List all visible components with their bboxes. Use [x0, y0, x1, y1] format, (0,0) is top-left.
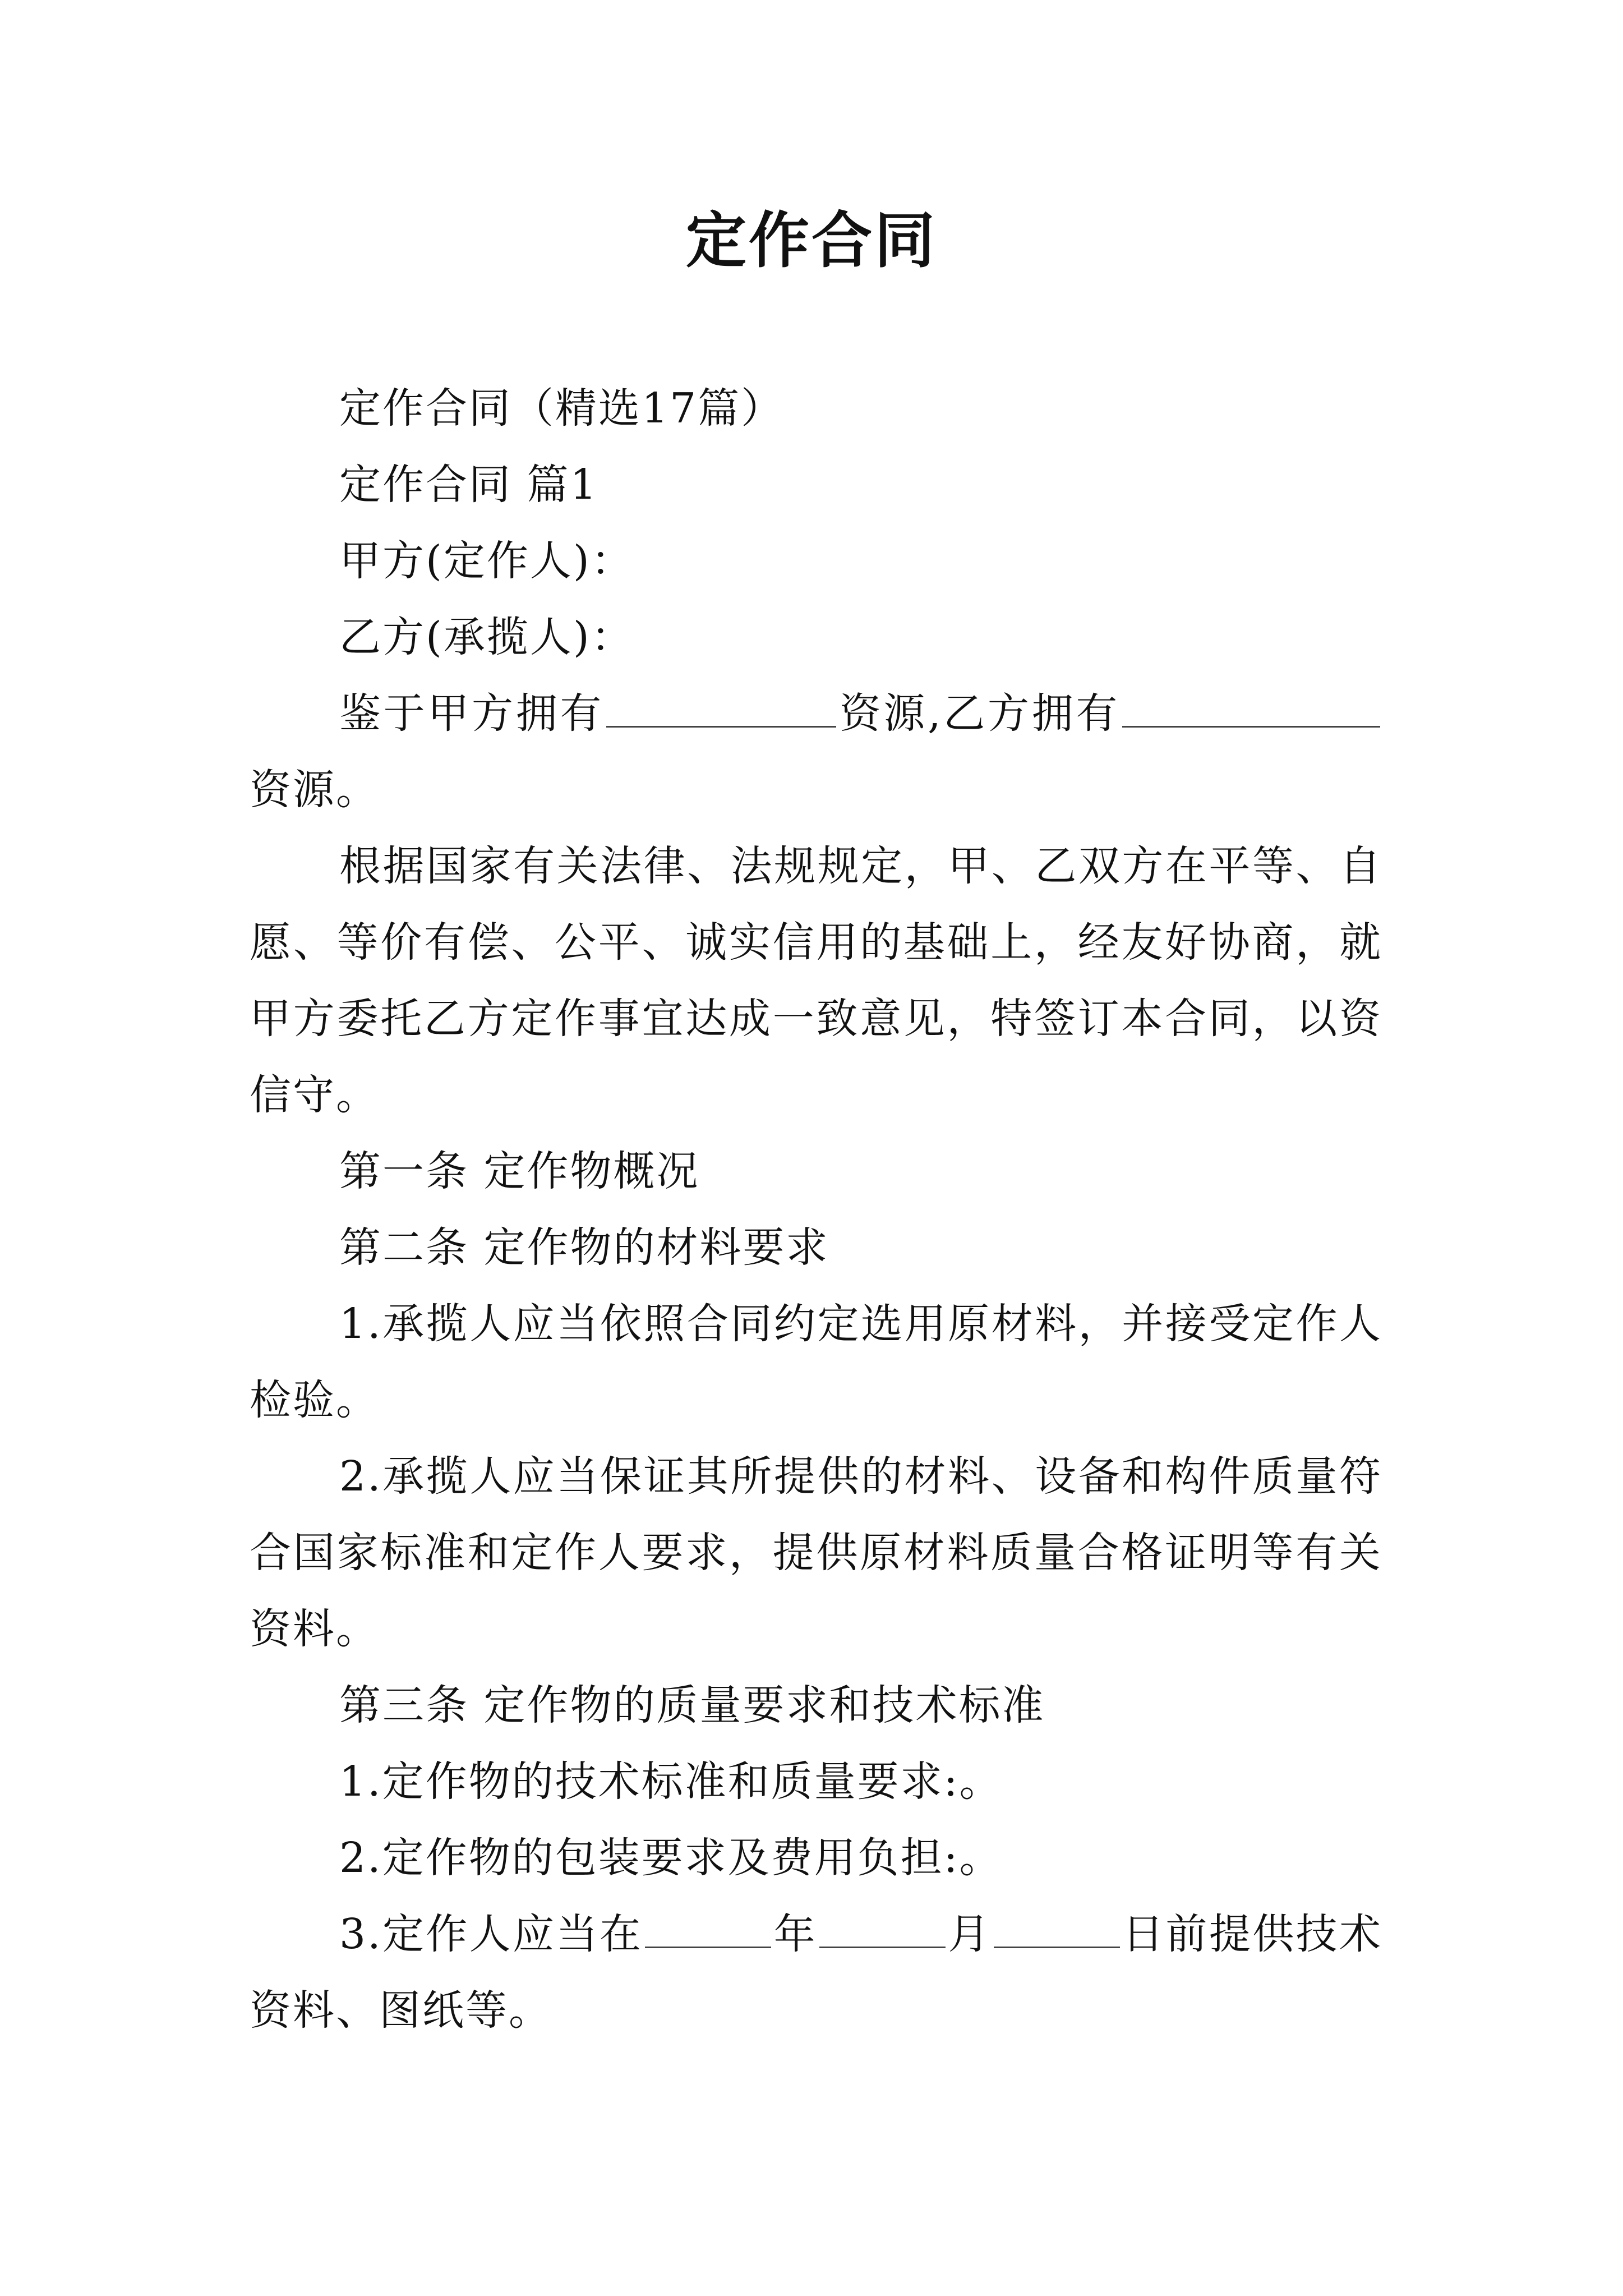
article-3-item-3 [250, 1896, 1382, 2049]
year-label: 年 [773, 1910, 817, 1958]
page-title: 定作合同 [685, 206, 937, 276]
article-2-item-1: 1.承揽人应当依照合同约定选用原材料，并接受定作人检验。 [250, 1300, 1382, 1424]
resource-a-blank [606, 681, 836, 728]
subtitle: 定作合同（精选17篇） [339, 384, 785, 432]
section-heading: 定作合同 篇1 [339, 461, 598, 509]
article-2-title: 第二条 定作物的材料要求 [339, 1223, 829, 1272]
party-a-line: 甲方(定作人)： [339, 537, 634, 585]
deadline-text-1: 3.定作人应当在 [339, 1910, 643, 1958]
preamble-paragraph: 根据国家有关法律、法规规定，甲、乙双方在平等、自愿、等价有偿、公平、诚实信用的基础上，经友好协商，就甲方委托乙方定作事宜达成一致意见，特签订本合同，以资信守。 [250, 842, 1382, 1119]
month-label: 月 [948, 1910, 992, 1958]
article-1-title: 第一条 定作物概况 [339, 1147, 700, 1195]
whereas-text-2: 资源,乙方拥有 [838, 689, 1120, 738]
whereas-paragraph [250, 675, 1382, 828]
whereas-text-1: 鉴于甲方拥有 [339, 689, 605, 738]
article-3-item-2: 2.定作物的包装要求及费用负担:。 [339, 1834, 1003, 1882]
deadline-text-2: 日前提供技术资料、图纸等。 [250, 1910, 1383, 2035]
resource-b-blank [1122, 681, 1380, 728]
day-blank [994, 1902, 1120, 1948]
document-body [250, 370, 1382, 2049]
article-3-title: 第三条 定作物的质量要求和技术标准 [339, 1681, 1045, 1729]
year-blank [645, 1902, 771, 1948]
whereas-text-3: 资源。 [250, 766, 379, 814]
article-3-item-1: 1.定作物的技术标准和质量要求:。 [339, 1757, 1003, 1806]
party-b-line: 乙方(承揽人)： [339, 613, 634, 661]
month-blank [819, 1902, 946, 1948]
article-2-item-2: 2.承揽人应当保证其所提供的材料、设备和构件质量符合国家标准和定作人要求，提供原材料质量合格证明等有关资料。 [250, 1452, 1382, 1653]
